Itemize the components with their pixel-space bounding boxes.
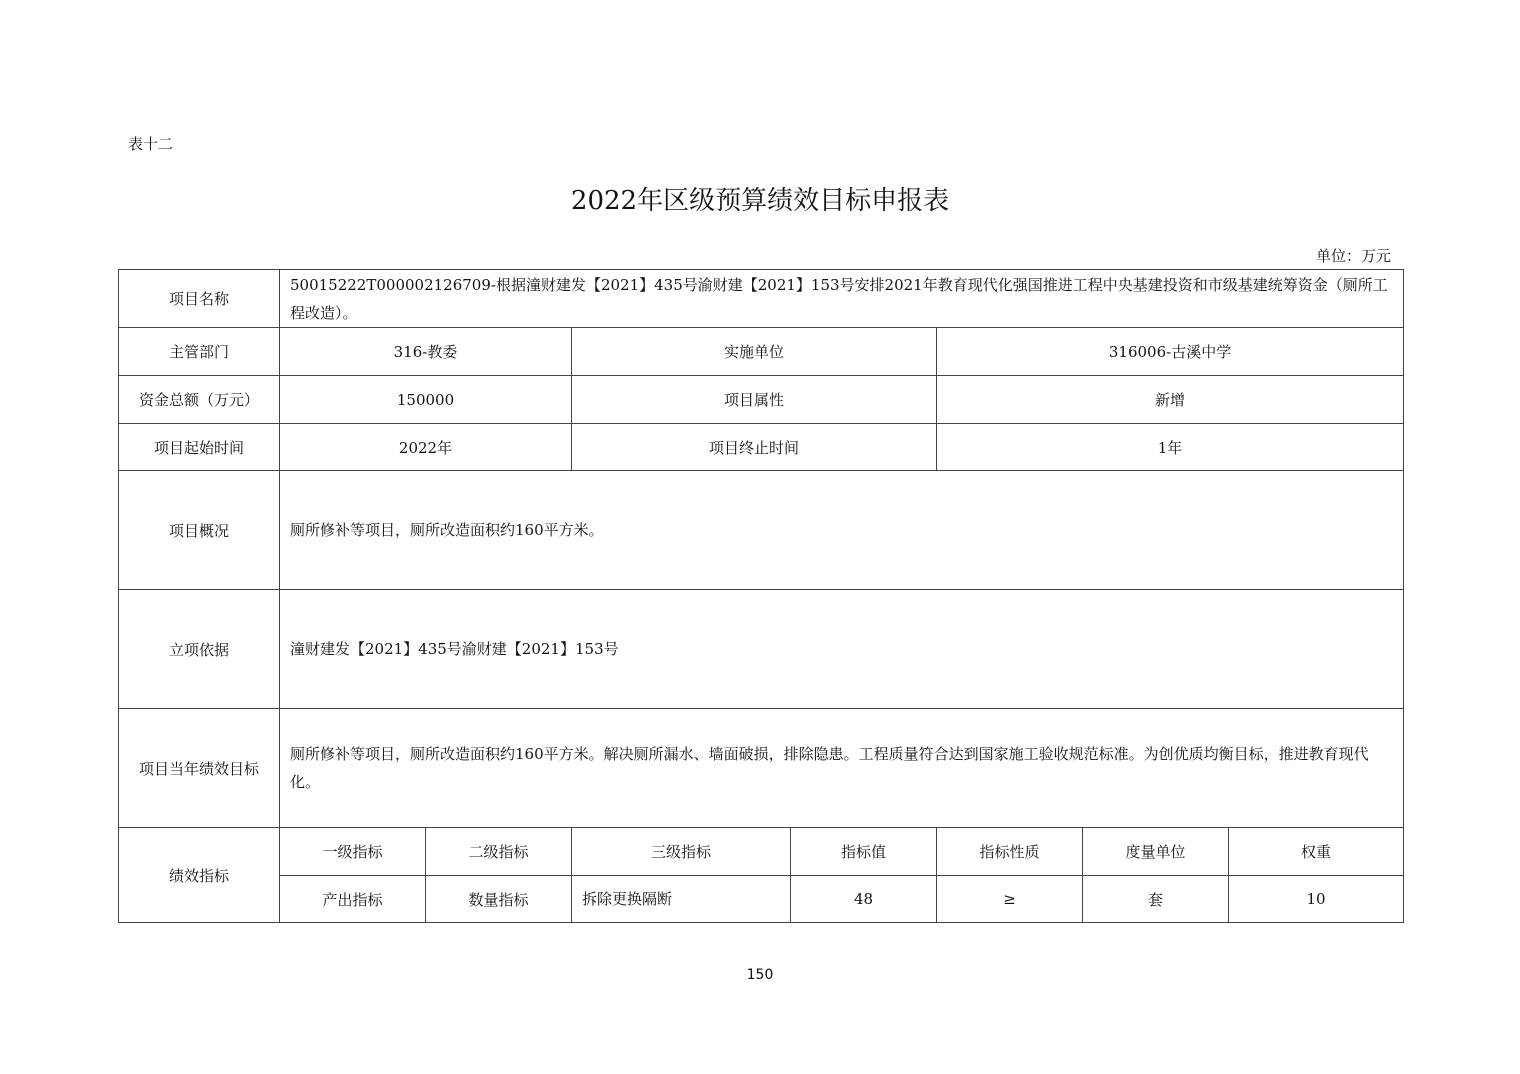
unit-label: 单位：万元	[1315, 247, 1391, 265]
page-number: 150	[746, 967, 774, 983]
implementing-unit-label: 实施单位	[572, 328, 937, 376]
table-row	[119, 376, 1404, 424]
indicator-header: 二级指标	[426, 828, 572, 876]
table-row	[119, 328, 1404, 376]
indicator-cell: 套	[1083, 876, 1229, 923]
table-row	[119, 590, 1404, 709]
end-time-label: 项目终止时间	[572, 424, 937, 471]
indicator-header: 一级指标	[280, 828, 426, 876]
table-number: 表十二	[128, 135, 174, 153]
department-value: 316-教委	[280, 328, 572, 376]
funding-value: 150000	[280, 376, 572, 424]
indicator-header: 度量单位	[1083, 828, 1229, 876]
indicator-header: 权重	[1229, 828, 1404, 876]
funding-label: 资金总额（万元）	[119, 376, 280, 424]
table-row	[119, 709, 1404, 828]
indicator-cell: 48	[791, 876, 937, 923]
table-row	[119, 471, 1404, 590]
indicator-header: 指标性质	[937, 828, 1083, 876]
indicator-header: 三级指标	[572, 828, 791, 876]
start-time-value: 2022年	[280, 424, 572, 471]
basis-value: 潼财建发【2021】435号渝财建【2021】153号	[280, 590, 1404, 709]
indicator-cell: 数量指标	[426, 876, 572, 923]
project-attribute-value: 新增	[937, 376, 1404, 424]
indicator-cell: 产出指标	[280, 876, 426, 923]
project-attribute-label: 项目属性	[572, 376, 937, 424]
page-title: 2022年区级预算绩效目标申报表	[570, 186, 950, 216]
indicator-cell: 10	[1229, 876, 1404, 923]
table-row	[119, 828, 1404, 876]
table-row	[119, 270, 1404, 328]
indicators-label: 绩效指标	[119, 828, 280, 923]
project-name-value: 50015222T000002126709-根据潼财建发【2021】435号渝财建【2021】153号安排2021年教育现代化强国推进工程中央基建投资和市级基建统筹资金（厕所工程改造）。	[280, 270, 1404, 328]
table-row	[119, 424, 1404, 471]
overview-label: 项目概况	[119, 471, 280, 590]
report-table	[118, 269, 1404, 923]
annual-goal-value: 厕所修补等项目，厕所改造面积约160平方米。解决厕所漏水、墙面破损，排除隐患。工程质量符合达到国家施工验收规范标准。为创优质均衡目标，推进教育现代化。	[280, 709, 1404, 828]
end-time-value: 1年	[937, 424, 1404, 471]
start-time-label: 项目起始时间	[119, 424, 280, 471]
overview-value: 厕所修补等项目，厕所改造面积约160平方米。	[280, 471, 1404, 590]
table-row	[119, 876, 1404, 923]
basis-label: 立项依据	[119, 590, 280, 709]
project-name-label: 项目名称	[119, 270, 280, 328]
implementing-unit-value: 316006-古溪中学	[937, 328, 1404, 376]
indicator-cell: ≥	[937, 876, 1083, 923]
department-label: 主管部门	[119, 328, 280, 376]
annual-goal-label: 项目当年绩效目标	[119, 709, 280, 828]
indicator-cell: 拆除更换隔断	[572, 876, 791, 923]
indicator-header: 指标值	[791, 828, 937, 876]
